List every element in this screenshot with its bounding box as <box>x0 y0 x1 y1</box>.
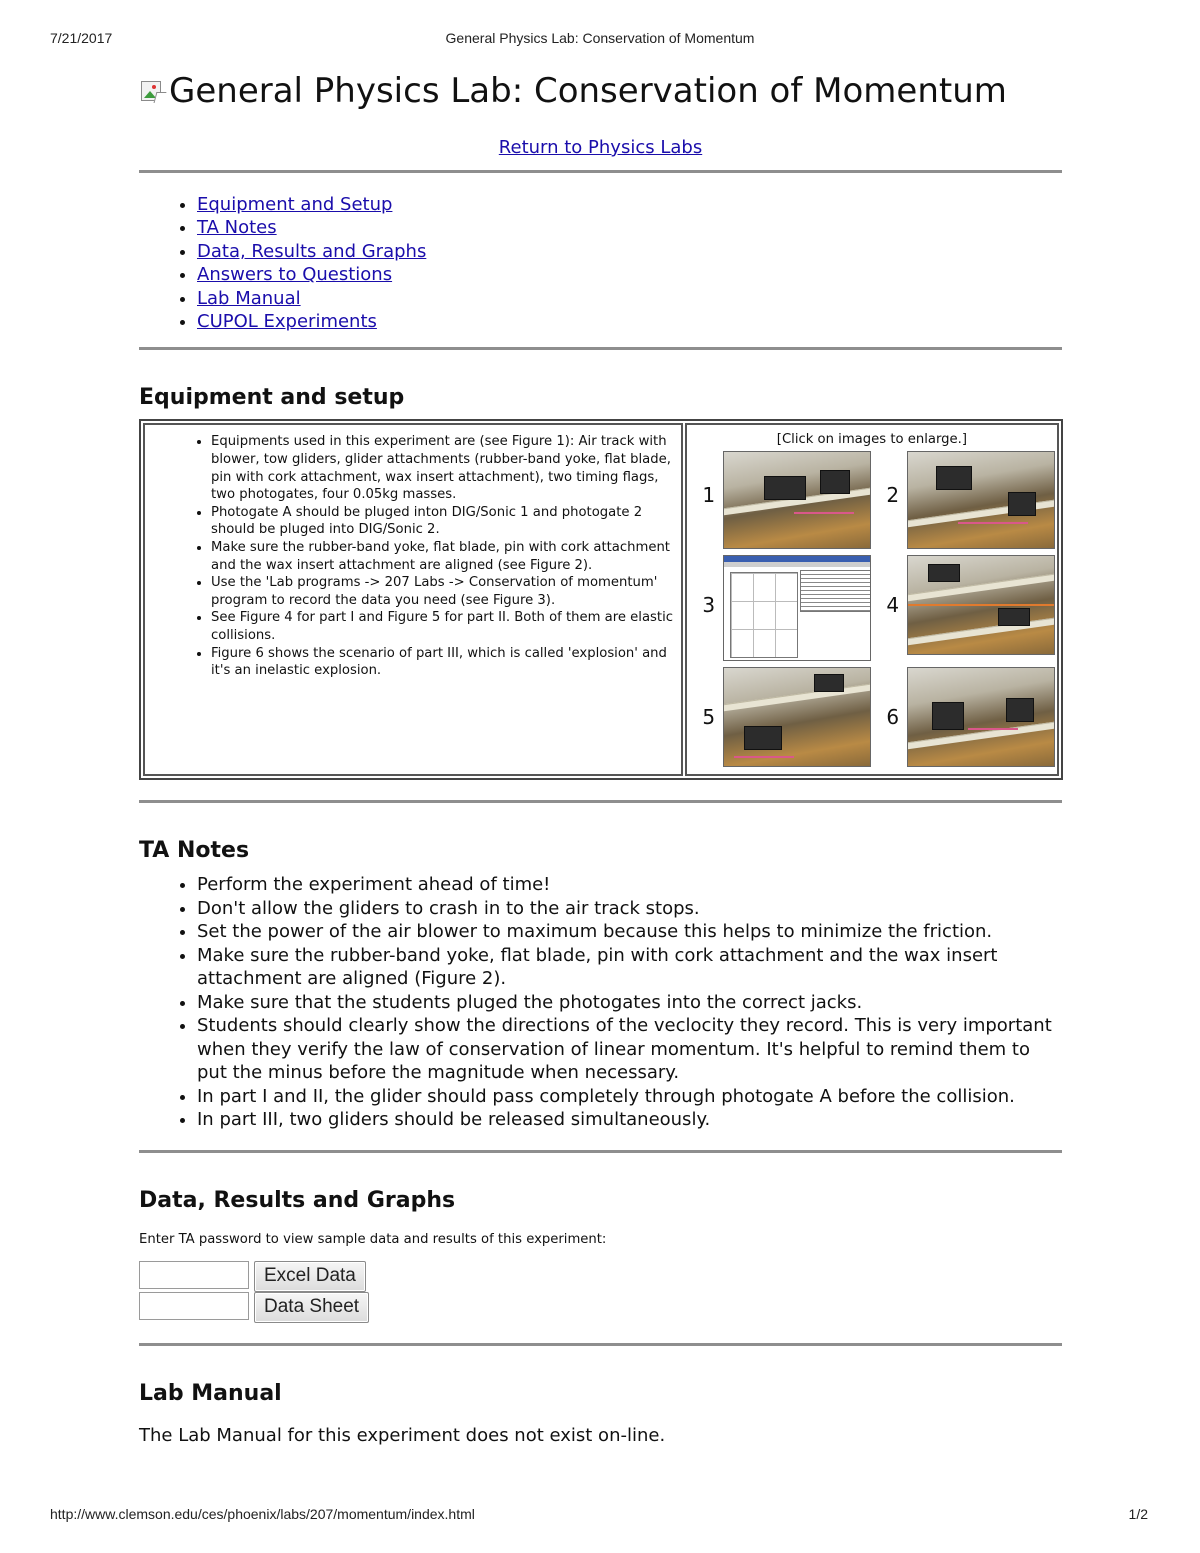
print-page-number: 1/2 <box>1128 1506 1148 1522</box>
list-item: • Equipments used in this experiment are (see Figure 1): Air track with blower, tow gliders, glider attachments (rubber-band yoke, flat blade, pin with cork attachment, wax insert attachment), two timing flags, two photogates, four 0.05kg masses. <box>211 433 675 503</box>
figure-5-thumbnail[interactable] <box>723 667 871 767</box>
lab-manual-text: The Lab Manual for this experiment does not exist on-line. <box>139 1424 666 1446</box>
list-item: • Make sure that the students pluged the photogates into the correct jacks. <box>197 991 1062 1015</box>
list-item: • Students should clearly show the directions of the veclocity they record. This is very important when they verify the law of conservation of linear momentum. It's helpful to remind them to put the minus before the magnitude when necessary. <box>197 1014 1062 1085</box>
table-of-contents <box>139 193 1062 333</box>
figure-number: 1 <box>702 483 716 508</box>
data-results-heading: Data, Results and Graphs <box>139 1187 456 1213</box>
equipment-text-cell <box>143 423 683 776</box>
divider <box>139 1150 1062 1153</box>
equipment-images-cell <box>685 423 1059 776</box>
print-footer <box>0 1506 1200 1526</box>
return-to-physics-labs-link[interactable]: Return to Physics Labs <box>498 137 703 158</box>
figure-number: 5 <box>702 705 716 730</box>
print-url: http://www.clemson.edu/ces/phoenix/labs/207/momentum/index.html <box>50 1506 475 1522</box>
page-title <box>139 68 1062 114</box>
figure-number: 3 <box>702 593 716 618</box>
figure-number: 2 <box>886 483 900 508</box>
figure-3-thumbnail[interactable] <box>723 555 871 661</box>
list-item: • Photogate A should be pluged inton DIG/Sonic 1 and photogate 2 should be pluged into DIG/Sonic 2. <box>211 504 675 539</box>
equipment-table <box>139 419 1063 780</box>
thumbnail-grid <box>687 449 1057 774</box>
toc-link-cupol[interactable]: CUPOL Experiments <box>197 311 377 333</box>
toc-item <box>197 263 1062 286</box>
list-item: • In part I and II, the glider should pass completely through photogate A before the collision. <box>197 1085 1062 1109</box>
broken-image-icon <box>139 79 165 103</box>
page-content <box>139 68 1062 1448</box>
divider <box>139 800 1062 803</box>
ta-notes-list <box>139 873 1062 1132</box>
password-prompt: Enter TA password to view sample data and results of this experiment: <box>139 1231 607 1247</box>
print-title: General Physics Lab: Conservation of Momentum <box>445 30 755 46</box>
list-item: • See Figure 4 for part I and Figure 5 for part II. Both of them are elastic collisions. <box>211 609 675 644</box>
return-link-container <box>139 136 1062 160</box>
images-caption: [Click on images to enlarge.] <box>776 432 967 448</box>
list-item: • Perform the experiment ahead of time! <box>197 873 1062 897</box>
list-item: • Don't allow the gliders to crash in to the air track stops. <box>197 897 1062 921</box>
figure-number: 4 <box>886 593 900 618</box>
list-item: • Make sure the rubber-band yoke, flat blade, pin with cork attachment and the wax insert attachment are aligned (see Figure 2). <box>211 539 675 574</box>
lab-manual-heading: Lab Manual <box>139 1380 282 1406</box>
data-sheet-form <box>139 1292 1062 1323</box>
toc-item <box>197 216 1062 239</box>
toc-link-ta-notes[interactable]: TA Notes <box>197 217 277 239</box>
toc-link-lab-manual[interactable]: Lab Manual <box>197 287 301 309</box>
divider <box>139 1343 1062 1346</box>
divider <box>139 347 1062 350</box>
divider <box>139 170 1062 173</box>
figure-4-thumbnail[interactable] <box>907 555 1055 655</box>
list-item: • Figure 6 shows the scenario of part III, which is called 'explosion' and it's an inelastic explosion. <box>211 645 675 680</box>
figure-number: 6 <box>886 705 900 730</box>
excel-password-input[interactable] <box>139 1261 249 1289</box>
print-header <box>0 30 1200 50</box>
toc-link-equipment[interactable]: Equipment and Setup <box>197 194 393 215</box>
sheet-password-input[interactable] <box>139 1292 249 1320</box>
page-title-text: General Physics Lab: Conservation of Momentum <box>169 71 1007 111</box>
figure-6-thumbnail[interactable] <box>907 667 1055 767</box>
data-sheet-button[interactable]: Data Sheet <box>254 1292 369 1323</box>
list-item: • In part III, two gliders should be released simultaneously. <box>197 1108 1062 1132</box>
excel-data-form <box>139 1261 1062 1292</box>
figure-1-thumbnail[interactable] <box>723 451 871 549</box>
list-item: • Make sure the rubber-band yoke, flat blade, pin with cork attachment and the wax insert attachment are aligned (Figure 2). <box>197 944 1062 991</box>
toc-link-answers[interactable]: Answers to Questions <box>197 264 393 286</box>
figure-2-thumbnail[interactable] <box>907 451 1055 549</box>
equipment-heading: Equipment and setup <box>139 385 405 411</box>
toc-item <box>197 310 1062 333</box>
ta-notes-heading: TA Notes <box>139 838 250 864</box>
toc-item <box>197 287 1062 310</box>
list-item: • Use the 'Lab programs -> 207 Labs -> Conservation of momentum' program to record the data you need (see Figure 3). <box>211 574 675 609</box>
list-item: • Set the power of the air blower to maximum because this helps to minimize the friction. <box>197 920 1062 944</box>
excel-data-button[interactable]: Excel Data <box>254 1261 366 1292</box>
print-date: 7/21/2017 <box>50 30 113 46</box>
equipment-list <box>145 433 675 679</box>
toc-item <box>197 193 1062 216</box>
toc-item <box>197 240 1062 263</box>
toc-link-data-results[interactable]: Data, Results and Graphs <box>197 240 427 262</box>
